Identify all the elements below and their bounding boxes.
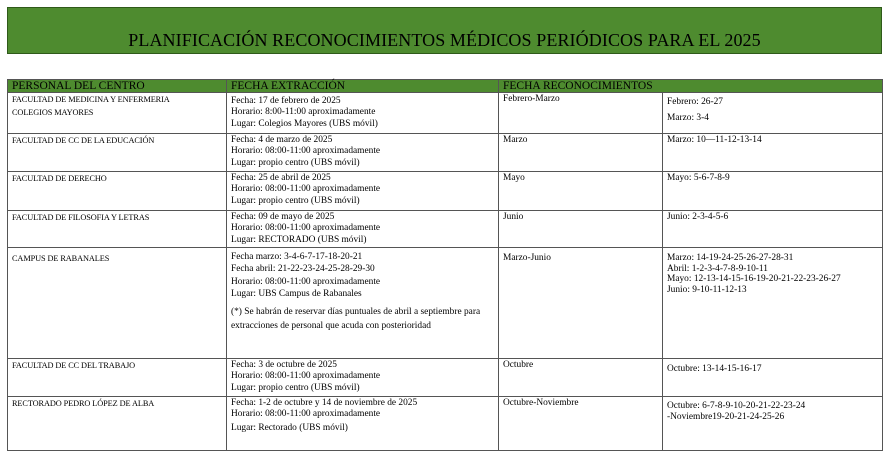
- header-row: [8, 80, 883, 93]
- dias-cell: [663, 134, 883, 172]
- mes-cell: Mayo: [499, 172, 663, 211]
- centro-name: RECTORADO PEDRO LÓPEZ DE ALBA: [12, 399, 155, 408]
- extraccion-lugar: Lugar: Colegios Mayores (UBS móvil): [231, 118, 378, 129]
- centro-name: CAMPUS DE RABANALES: [12, 254, 110, 263]
- extraccion-lugar: Lugar: UBS Campus de Rabanales: [231, 289, 362, 300]
- centro-cell: [8, 397, 227, 451]
- centro-cell: [8, 211, 227, 248]
- table-row: [8, 93, 883, 134]
- dias-line: Junio: 9-10-11-12-13: [667, 284, 747, 295]
- mes-cell: Marzo: [499, 134, 663, 172]
- extraccion-fecha-abril: Fecha abril: 21-22-23-24-25-28-29-30: [231, 264, 375, 275]
- extraccion-cell: [227, 211, 499, 248]
- extraccion-horario: Horario: 08:00-11:00 aproximadamente: [231, 371, 381, 382]
- centro-cell: [8, 172, 227, 211]
- extraccion-horario: Horario: 08:00-11:00 aproximadamente: [231, 184, 381, 195]
- mes-cell: Junio: [499, 211, 663, 248]
- dias-line: Junio: 2-3-4-5-6: [667, 212, 729, 222]
- extraccion-horario: Horario: 08:00-11:00 aproximadamente: [231, 409, 381, 420]
- extraccion-fecha: Fecha: 1-2 de octubre y 14 de noviembre de 2025: [231, 398, 418, 408]
- extraccion-fecha: Fecha: 3 de octubre de 2025: [231, 360, 337, 370]
- dias-line: Abril: 1-2-3-4-7-8-9-10-11: [667, 263, 768, 274]
- extraccion-cell: [227, 359, 499, 397]
- centro-name: FACULTAD DE CC DE LA EDUCACIÓN: [12, 136, 155, 145]
- dias-line: Octubre: 13-14-15-16-17: [667, 364, 762, 374]
- extraccion-cell: [227, 248, 499, 359]
- extraccion-lugar: Lugar: Rectorado (UBS móvil): [231, 422, 348, 433]
- table-row: [8, 359, 883, 397]
- centro-name: FACULTAD DE MEDICINA Y ENFERMERIA: [12, 95, 170, 104]
- centro-name: FACULTAD DE DERECHO: [12, 174, 107, 183]
- extraccion-cell: [227, 93, 499, 134]
- dias-cell: [663, 93, 883, 134]
- centro-name: COLEGIOS MAYORES: [12, 108, 94, 118]
- extraccion-lugar: Lugar: propio centro (UBS móvil): [231, 157, 360, 168]
- extraccion-lugar: Lugar: RECTORADO (UBS móvil): [231, 234, 367, 245]
- schedule-table: [7, 79, 883, 451]
- header-fecha-reconocimientos: FECHA RECONOCIMIENTOS: [499, 80, 883, 93]
- centro-cell: [8, 359, 227, 397]
- dias-line: Marzo: 14-19-24-25-26-27-28-31: [667, 253, 794, 263]
- dias-line: -Noviembre19-20-21-24-25-26: [667, 412, 785, 423]
- centro-cell: [8, 248, 227, 359]
- dias-line: Marzo: 10—11-12-13-14: [667, 135, 762, 145]
- dias-line: Febrero: 26-27: [667, 97, 723, 107]
- centro-name: FACULTAD DE CC DEL TRABAJO: [12, 361, 136, 370]
- mes-cell: Octubre-Noviembre: [499, 397, 663, 451]
- table-row: [8, 172, 883, 211]
- extraccion-fecha: Fecha: 4 de marzo de 2025: [231, 135, 333, 145]
- header-fecha-extraccion: FECHA EXTRACCIÓN: [227, 80, 499, 93]
- page-title: PLANIFICACIÓN RECONOCIMIENTOS MÉDICOS PERIÓDICOS PARA EL 2025: [128, 30, 761, 50]
- extraccion-fecha: Fecha: 17 de febrero de 2025: [231, 96, 341, 106]
- extraccion-horario: Horario: 08:00-11:00 aproximadamente: [231, 276, 381, 287]
- dias-line: Mayo: 5-6-7-8-9: [667, 173, 730, 183]
- extraccion-fecha: Fecha: 09 de mayo de 2025: [231, 212, 335, 222]
- header-personal: PERSONAL DEL CENTRO: [8, 80, 227, 93]
- dias-cell: [663, 397, 883, 451]
- extraccion-fecha-marzo: Fecha marzo: 3-4-6-7-17-18-20-21: [231, 252, 363, 262]
- dias-line: Mayo: 12-13-14-15-16-19-20-21-22-23-26-27: [667, 274, 841, 285]
- mes-cell: Marzo-Junio: [499, 248, 663, 359]
- centro-name: FACULTAD DE FILOSOFIA Y LETRAS: [12, 213, 150, 222]
- dias-cell: [663, 359, 883, 397]
- dias-line: Octubre: 6-7-8-9-10-20-21-22-23-24: [667, 401, 806, 411]
- extraccion-fecha: Fecha: 25 de abril de 2025: [231, 173, 331, 183]
- extraccion-cell: [227, 397, 499, 451]
- dias-cell: [663, 172, 883, 211]
- extraccion-cell: [227, 134, 499, 172]
- table-row: [8, 248, 883, 359]
- dias-cell: [663, 248, 883, 359]
- extraccion-horario: Horario: 08:00-11:00 aproximadamente: [231, 146, 381, 157]
- table-row: [8, 134, 883, 172]
- dias-cell: [663, 211, 883, 248]
- table-row: [8, 397, 883, 451]
- centro-cell: [8, 134, 227, 172]
- mes-cell: Octubre: [499, 359, 663, 397]
- table-row: [8, 211, 883, 248]
- mes-cell: Febrero-Marzo: [499, 93, 663, 134]
- extraccion-horario: Horario: 08:00-11:00 aproximadamente: [231, 223, 381, 234]
- title-banner: [7, 7, 882, 54]
- extraccion-cell: [227, 172, 499, 211]
- extraccion-nota: (*) Se habrán de reservar días puntuales de abril a septiembre para extracciones de personal que acuda con posterioridad: [231, 306, 481, 331]
- extraccion-horario: Horario: 8:00-11:00 aproximadamente: [231, 107, 376, 118]
- dias-line: Marzo: 3-4: [667, 113, 709, 124]
- centro-cell: [8, 93, 227, 134]
- extraccion-lugar: Lugar: propio centro (UBS móvil): [231, 382, 360, 393]
- extraccion-lugar: Lugar: propio centro (UBS móvil): [231, 195, 360, 206]
